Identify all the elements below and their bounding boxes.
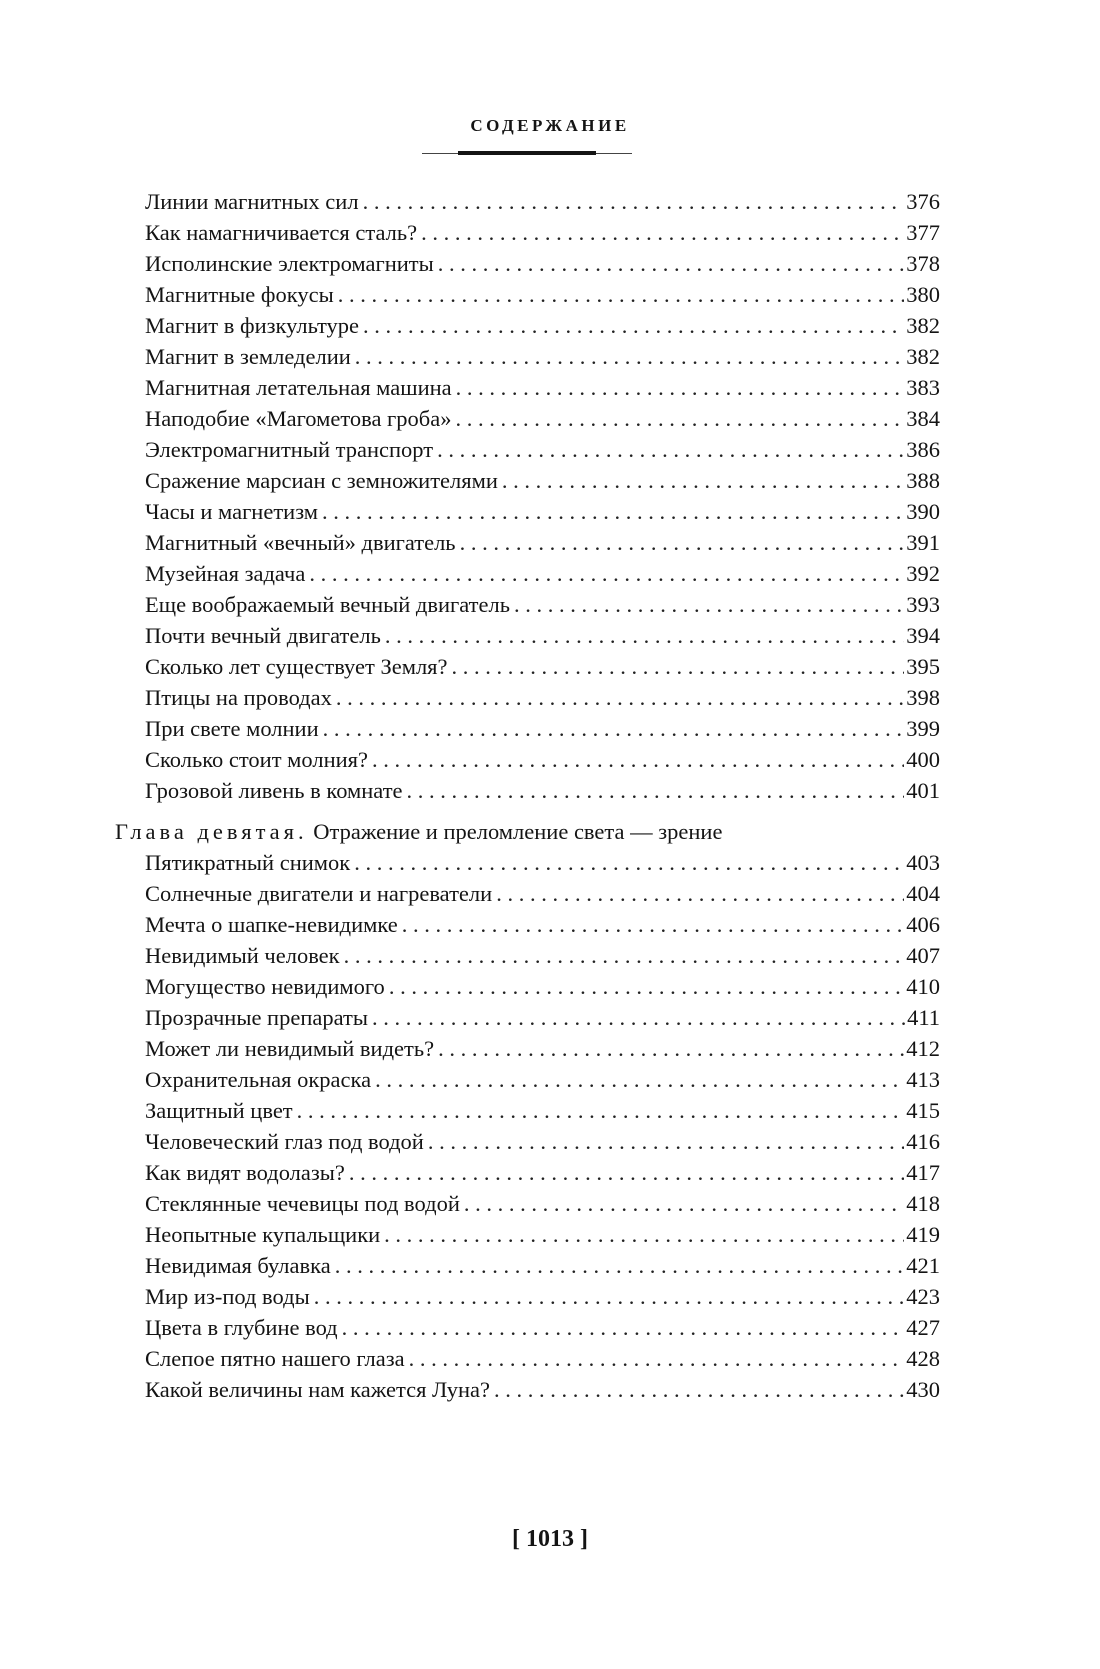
toc-entry-title: Сколько лет существует Земля?: [145, 654, 448, 679]
toc-entry: [145, 939, 940, 972]
leader-dots: [372, 1001, 905, 1034]
toc-entry-page: 392: [906, 561, 940, 586]
toc-entry-title: Наподобие «Магометова гроба»: [145, 406, 452, 431]
toc-entry-page: 401: [906, 778, 940, 803]
page-number: [ 1013 ]: [512, 1526, 588, 1552]
toc-entry-title: Солнечные двигатели и нагреватели: [145, 881, 493, 906]
toc-entry: [145, 340, 940, 373]
leader-dots: [338, 278, 905, 311]
leader-dots: [375, 1063, 904, 1096]
toc-entry: [145, 216, 940, 249]
toc-entry-page: 419: [906, 1222, 940, 1247]
toc-entry: [145, 557, 940, 590]
toc-entry-title: Охранительная окраска: [145, 1067, 372, 1092]
toc-entry-title: Магнит в земледелии: [145, 344, 351, 369]
toc-entry-page: 383: [906, 375, 940, 400]
toc-entry-page: 413: [906, 1067, 940, 1092]
header-rule-accent: [458, 151, 596, 155]
toc-entry: [145, 1280, 940, 1313]
leader-dots: [409, 1342, 905, 1375]
toc-entry-title: Сражение марсиан с земножителями: [145, 468, 498, 493]
toc-entry-page: 390: [906, 499, 940, 524]
toc-entry-page: 427: [906, 1315, 940, 1340]
toc-entry-page: 423: [906, 1284, 940, 1309]
toc-entry-title: Слепое пятно нашего глаза: [145, 1346, 405, 1371]
leader-dots: [438, 247, 905, 280]
toc-entry-title: Невидимая булавка: [145, 1253, 331, 1278]
toc-entry: [145, 970, 940, 1003]
toc-entry-page: 411: [907, 1005, 940, 1030]
toc-entry-page: 394: [906, 623, 940, 648]
toc-entry-page: 403: [906, 850, 940, 875]
chapter-title: Отражение и преломление света — зрение: [313, 819, 723, 844]
leader-dots: [363, 309, 904, 342]
toc-entry: [145, 1218, 940, 1251]
toc-entry-title: При свете молнии: [145, 716, 319, 741]
toc-entry: [145, 1001, 940, 1034]
toc-entry-page: 391: [906, 530, 940, 555]
toc-entry-page: 380: [906, 282, 940, 307]
toc-entry-page: 430: [906, 1377, 940, 1402]
toc-entry-title: Невидимый человек: [145, 943, 340, 968]
toc-entry: [145, 619, 940, 652]
toc-entry: [145, 1094, 940, 1127]
toc-entry: [145, 1032, 940, 1065]
toc-entry-title: Еще воображаемый вечный двигатель: [145, 592, 510, 617]
leader-dots: [464, 1187, 904, 1220]
toc-entry-page: 415: [906, 1098, 940, 1123]
toc-entry: [145, 681, 940, 714]
leader-dots: [402, 908, 905, 941]
leader-dots: [355, 340, 904, 373]
toc-entry: [145, 1311, 940, 1344]
leader-dots: [354, 846, 904, 879]
toc-entry-title: Может ли невидимый видеть?: [145, 1036, 435, 1061]
leader-dots: [460, 526, 905, 559]
leader-dots: [336, 681, 904, 714]
toc-entry-page: 393: [906, 592, 940, 617]
toc-entry: [145, 464, 940, 497]
leader-dots: [421, 216, 904, 249]
toc-entry: [145, 877, 940, 910]
toc-entry: [145, 588, 940, 621]
leader-dots: [452, 650, 905, 683]
leader-dots: [349, 1156, 904, 1189]
toc-entry: [145, 743, 940, 776]
leader-dots: [314, 1280, 905, 1313]
toc-entry-page: 398: [906, 685, 940, 710]
leader-dots: [342, 1311, 905, 1344]
leader-dots: [437, 433, 904, 466]
toc-entry: [145, 908, 940, 941]
leader-dots: [494, 1373, 904, 1406]
toc-entry-page: 428: [906, 1346, 940, 1371]
leader-dots: [428, 1125, 904, 1158]
toc-entry: [145, 1373, 940, 1406]
toc-entry-title: Магнитные фокусы: [145, 282, 334, 307]
toc-entry-page: 406: [906, 912, 940, 937]
toc-entry: [145, 650, 940, 683]
toc-entry: [145, 526, 940, 559]
leader-dots: [309, 557, 904, 590]
toc-entry-page: 410: [906, 974, 940, 999]
toc-entry-title: Пятикратный снимок: [145, 850, 351, 875]
leader-dots: [322, 495, 904, 528]
toc-entry: [145, 1342, 940, 1375]
toc-entry-title: Птицы на проводах: [145, 685, 332, 710]
toc-entry-title: Как видят водолазы?: [145, 1160, 345, 1185]
leader-dots: [514, 588, 904, 621]
toc-entry: [145, 278, 940, 311]
toc-entry-title: Цвета в глубине вод: [145, 1315, 338, 1340]
toc-entry-page: 399: [906, 716, 940, 741]
toc-entry: [145, 1125, 940, 1158]
toc-entry-title: Прозрачные препараты: [145, 1005, 368, 1030]
toc-entry-page: 378: [906, 251, 940, 276]
toc-entry-title: Магнитная летательная машина: [145, 375, 452, 400]
toc-entry-title: Почти вечный двигатель: [145, 623, 381, 648]
toc-entry-page: 382: [906, 344, 940, 369]
toc-entry-title: Электромагнитный транспорт: [145, 437, 434, 462]
toc-entry-title: Человеческий глаз под водой: [145, 1129, 424, 1154]
toc-entry-title: Магнит в физкультуре: [145, 313, 360, 338]
toc-entry: [145, 1063, 940, 1096]
toc-entry: [145, 185, 940, 218]
page-title: СОДЕРЖАНИЕ: [470, 116, 630, 135]
toc-entry-title: Магнитный «вечный» двигатель: [145, 530, 456, 555]
toc-entry-page: 388: [906, 468, 940, 493]
chapter-label: Глава девятая.: [115, 819, 308, 844]
leader-dots: [496, 877, 904, 910]
toc-entry-title: Музейная задача: [145, 561, 306, 586]
toc-entry-title: Как намагничивается сталь?: [145, 220, 418, 245]
toc-entry: [145, 402, 940, 435]
toc-entry-title: Мир из-под воды: [145, 1284, 310, 1309]
leader-dots: [323, 712, 905, 745]
leader-dots: [438, 1032, 904, 1065]
toc-entry-page: 416: [906, 1129, 940, 1154]
toc-entry-page: 412: [906, 1036, 940, 1061]
toc-entry-page: 407: [906, 943, 940, 968]
toc-entry: [145, 1187, 940, 1220]
toc-entry-title: Неопытные купальщики: [145, 1222, 381, 1247]
toc-entry-title: Стеклянные чечевицы под водой: [145, 1191, 460, 1216]
leader-dots: [455, 402, 904, 435]
toc-entry-title: Грозовой ливень в комнате: [145, 778, 403, 803]
toc-entry-page: 382: [906, 313, 940, 338]
toc-entry-page: 384: [906, 406, 940, 431]
toc-entry-page: 395: [906, 654, 940, 679]
toc-entry-page: 404: [906, 881, 940, 906]
toc-entry-title: Сколько стоит молния?: [145, 747, 369, 772]
leader-dots: [389, 970, 904, 1003]
toc-entry: [145, 774, 940, 807]
leader-dots: [344, 939, 905, 972]
toc-entry: [145, 846, 940, 879]
toc-entry-page: 421: [906, 1253, 940, 1278]
chapter-heading: [115, 815, 935, 848]
leader-dots: [372, 743, 904, 776]
toc-entry-page: 417: [906, 1160, 940, 1185]
toc-entry-title: Какой величины нам кажется Луна?: [145, 1377, 491, 1402]
toc-entry-title: Исполинские электромагниты: [145, 251, 434, 276]
toc-entry-page: 386: [906, 437, 940, 462]
leader-dots: [385, 619, 904, 652]
toc-entry: [145, 309, 940, 342]
toc-entry-title: Защитный цвет: [145, 1098, 293, 1123]
leader-dots: [502, 464, 904, 497]
toc-entry-page: 376: [906, 189, 940, 214]
leader-dots: [407, 774, 905, 807]
toc-entry: [145, 371, 940, 404]
toc-entry: [145, 495, 940, 528]
toc-entry: [145, 433, 940, 466]
toc-entry: [145, 247, 940, 280]
leader-dots: [335, 1249, 905, 1282]
toc-entry: [145, 1156, 940, 1189]
toc-entry-title: Линии магнитных сил: [145, 189, 359, 214]
toc-entry-title: Часы и магнетизм: [145, 499, 319, 524]
running-header: [0, 116, 1100, 136]
leader-dots: [384, 1218, 904, 1251]
toc-entry-title: Могущество невидимого: [145, 974, 385, 999]
toc-entry-page: 400: [906, 747, 940, 772]
leader-dots: [456, 371, 905, 404]
leader-dots: [297, 1094, 905, 1127]
toc-entry: [145, 712, 940, 745]
toc-entry-page: 377: [906, 220, 940, 245]
toc-entry: [145, 1249, 940, 1282]
leader-dots: [363, 185, 905, 218]
toc-entry-title: Мечта о шапке-невидимке: [145, 912, 398, 937]
toc-entry-page: 418: [906, 1191, 940, 1216]
